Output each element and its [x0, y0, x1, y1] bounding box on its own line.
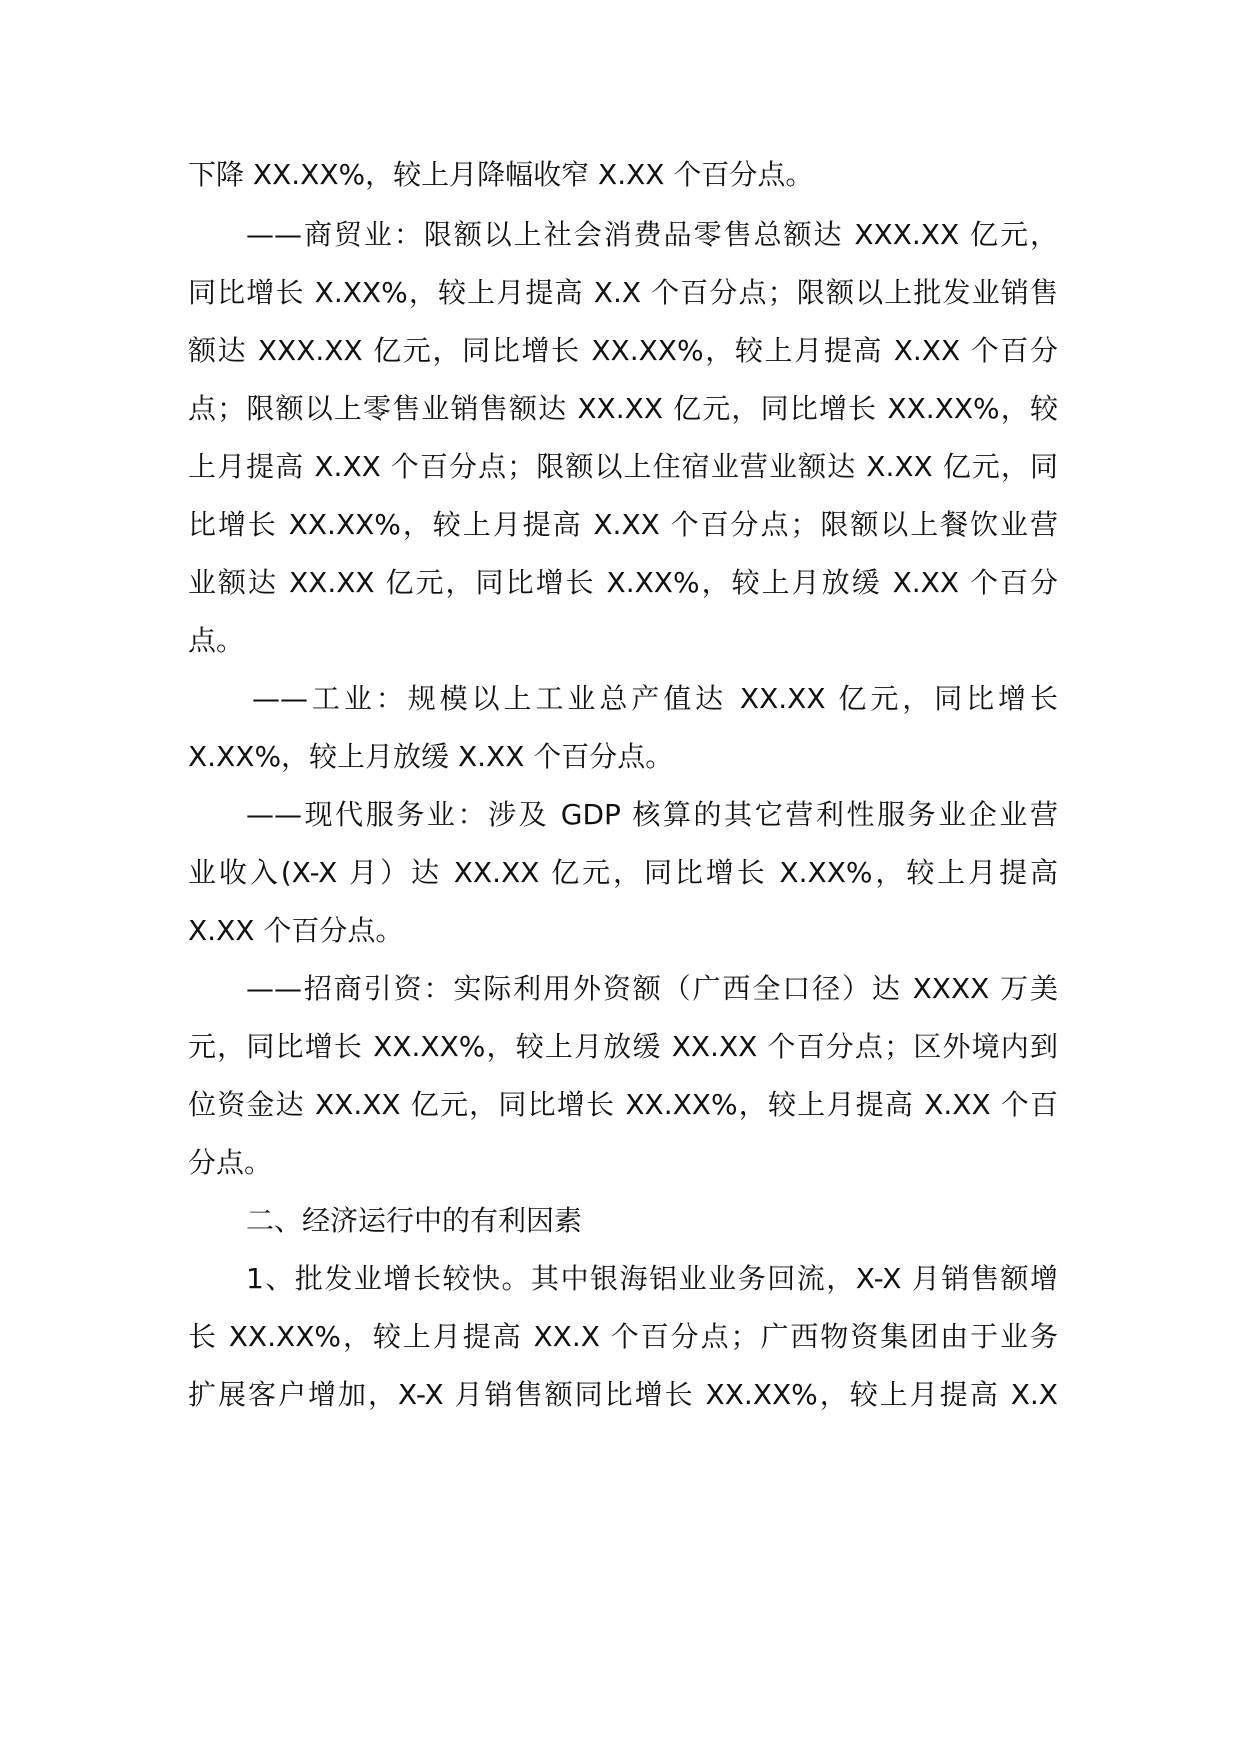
text-line: 位资金达 XX.XX 亿元，同比增长 XX.XX%，较上月提高 X.XX 个百: [188, 1088, 1058, 1121]
text-line: 长 XX.XX%，较上月提高 XX.X 个百分点；广西物资集团由于业务: [188, 1320, 1058, 1353]
text-line: X.XX%，较上月放缓 X.XX 个百分点。: [188, 740, 674, 773]
text-line: 额达 XXX.XX 亿元，同比增长 XX.XX%，较上月提高 X.XX 个百分: [188, 334, 1058, 367]
text-line: 点。: [188, 624, 245, 657]
paragraph-first-line: ——商贸业：限额以上社会消费品零售总额达 XXX.XX 亿元，: [246, 218, 1058, 251]
text-line: 分点。: [188, 1146, 273, 1179]
text-line: 扩展客户增加，X-X 月销售额同比增长 XX.XX%，较上月提高 X.X: [188, 1378, 1058, 1411]
text-line: 点；限额以上零售业销售额达 XX.XX 亿元，同比增长 XX.XX%，较: [188, 392, 1058, 425]
paragraph-first-line: ——工业：规模以上工业总产值达 XX.XX 亿元，同比增长: [252, 682, 1058, 715]
section-heading: 二、经济运行中的有利因素: [246, 1204, 583, 1237]
paragraph-first-line: ——现代服务业：涉及 GDP 核算的其它营利性服务业企业营: [246, 798, 1058, 831]
text-line: 业额达 XX.XX 亿元，同比增长 X.XX%，较上月放缓 X.XX 个百分: [188, 566, 1058, 599]
text-line: 同比增长 X.XX%，较上月提高 X.X 个百分点；限额以上批发业销售: [188, 276, 1058, 309]
text-line: 下降 XX.XX%，较上月降幅收窄 X.XX 个百分点。: [188, 158, 814, 191]
text-line: 上月提高 X.XX 个百分点；限额以上住宿业营业额达 X.XX 亿元，同: [188, 450, 1058, 483]
paragraph-first-line: 1、批发业增长较快。其中银海铝业业务回流，X-X 月销售额增: [246, 1262, 1058, 1295]
text-line: 比增长 XX.XX%，较上月提高 X.XX 个百分点；限额以上餐饮业营: [188, 508, 1058, 541]
text-line: 元，同比增长 XX.XX%，较上月放缓 XX.XX 个百分点；区外境内到: [188, 1030, 1058, 1063]
paragraph-first-line: ——招商引资：实际利用外资额（广西全口径）达 XXXX 万美: [246, 972, 1058, 1005]
text-line: 业收入(X-X 月）达 XX.XX 亿元，同比增长 X.XX%，较上月提高: [188, 856, 1058, 889]
text-line: X.XX 个百分点。: [188, 914, 404, 947]
